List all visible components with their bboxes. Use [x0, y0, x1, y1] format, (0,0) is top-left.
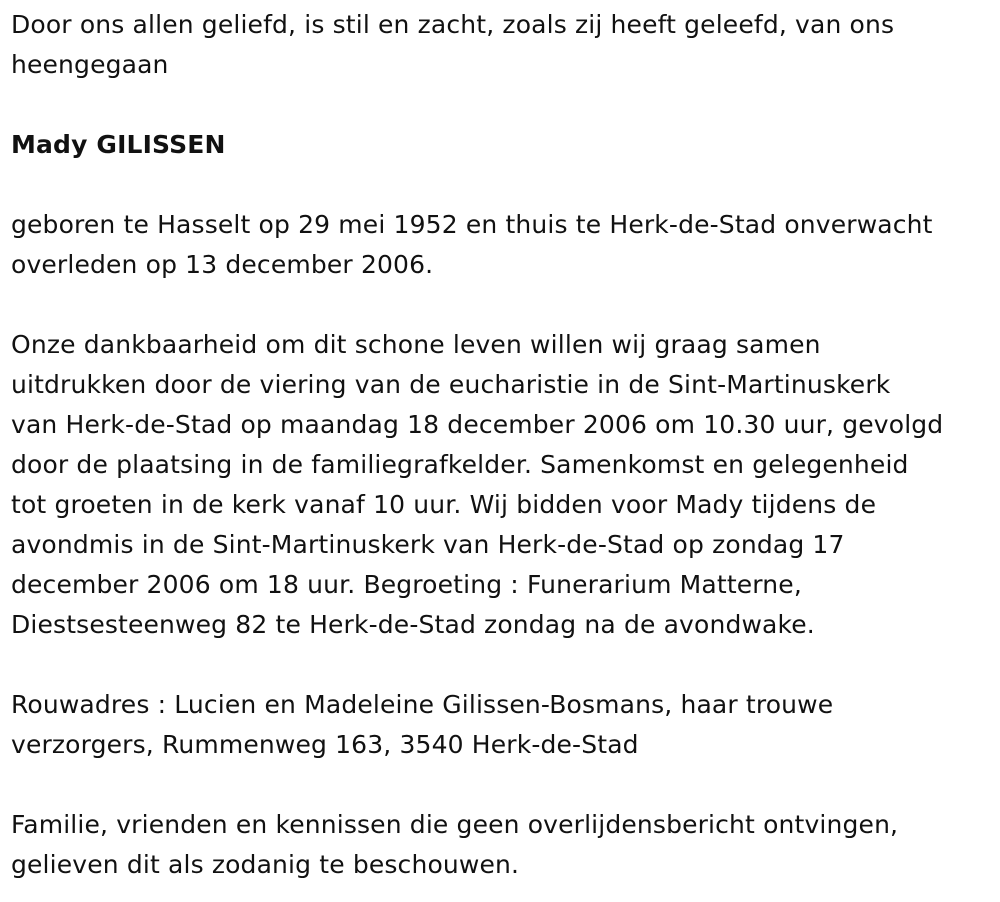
birth-death-line: overleden op 13 december 2006.: [11, 250, 434, 279]
address-line: Rouwadres : Lucien en Madeleine Gilissen-Bosmans, haar trouwe: [11, 690, 834, 719]
ceremony-line: van Herk-de-Stad op maandag 18 december 2006 om 10.30 uur, gevolgd: [11, 410, 944, 439]
ceremony-line: avondmis in de Sint-Martinuskerk van Herk-de-Stad op zondag 17: [11, 530, 845, 559]
closing-paragraph: [11, 805, 986, 885]
deceased-name: [11, 125, 986, 165]
ceremony-line: tot groeten in de kerk vanaf 10 uur. Wij bidden voor Mady tijdens de: [11, 490, 877, 519]
birth-death-paragraph: [11, 205, 986, 285]
ceremony-line: december 2006 om 18 uur. Begroeting : Funerarium Matterne,: [11, 570, 802, 599]
ceremony-paragraph: [11, 325, 986, 645]
intro-line: Door ons allen geliefd, is stil en zacht, zoals zij heeft geleefd, van ons: [11, 10, 895, 39]
ceremony-line: Diestsesteenweg 82 te Herk-de-Stad zondag na de avondwake.: [11, 610, 815, 639]
intro-line: heengegaan: [11, 50, 169, 79]
address-line: verzorgers, Rummenweg 163, 3540 Herk-de-Stad: [11, 730, 639, 759]
closing-line: gelieven dit als zodanig te beschouwen.: [11, 850, 520, 879]
ceremony-line: door de plaatsing in de familiegrafkelder. Samenkomst en gelegenheid: [11, 450, 909, 479]
closing-line: Familie, vrienden en kennissen die geen overlijdensbericht ontvingen,: [11, 810, 899, 839]
intro-paragraph: [11, 5, 986, 85]
ceremony-line: Onze dankbaarheid om dit schone leven willen wij graag samen: [11, 330, 821, 359]
ceremony-line: uitdrukken door de viering van de eucharistie in de Sint-Martinuskerk: [11, 370, 891, 399]
deceased-name-text: Mady GILISSEN: [11, 130, 226, 159]
birth-death-line: geboren te Hasselt op 29 mei 1952 en thuis te Herk-de-Stad onverwacht: [11, 210, 933, 239]
address-paragraph: [11, 685, 986, 765]
